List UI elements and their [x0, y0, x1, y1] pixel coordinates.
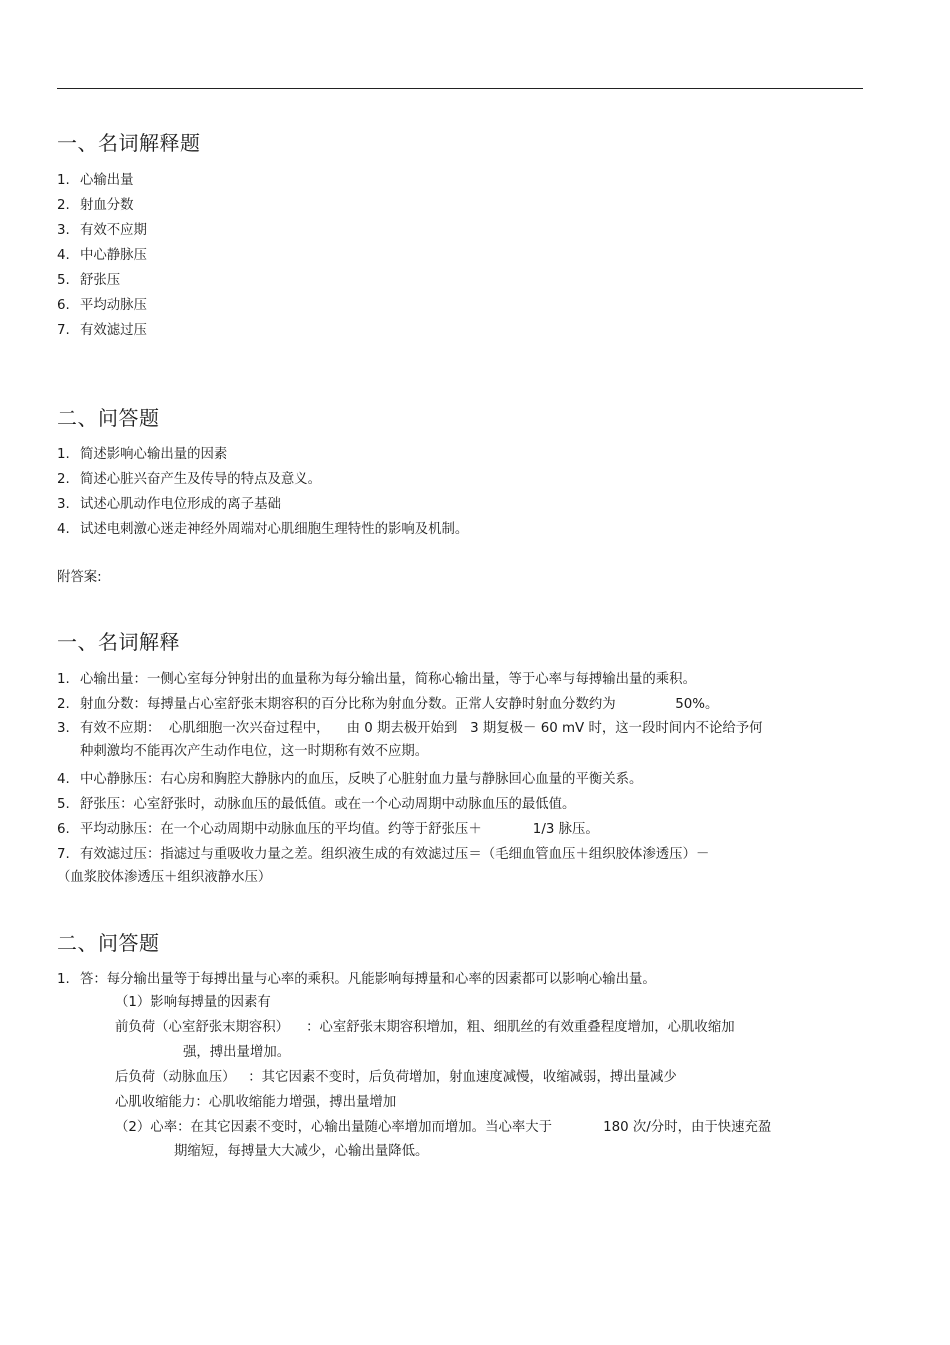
qa1-line-1: 1. 答：每分输出量等于每搏出量与心率的乘积。凡能影响每搏量和心率的因素都可以影响心输出量。: [57, 972, 656, 987]
term-item-7: 7. 有效滤过压: [57, 323, 147, 338]
qa1-heart-rate: （2）心率：在其它因素不变时，心输出量随心率增加而增加。当心率大于 180 次/分时，由于快速充盈: [115, 1120, 772, 1135]
answer-term-7-continuation: （血浆胶体渗透压＋组织液静水压）: [57, 870, 272, 885]
term-item-1: 1. 心输出量: [57, 173, 134, 188]
section1-title: 一、名词解释题: [57, 131, 201, 155]
term-item-4: 4. 中心静脉压: [57, 248, 147, 263]
qa1-preload: 前负荷（心室舒张末期容积） ：心室舒张末期容积增加，粗、细肌丝的有效重叠程度增加，心肌收缩加: [115, 1020, 735, 1035]
section2-title: 二、问答题: [57, 406, 160, 430]
answer-term-7: 7. 有效滤过压：指滤过与重吸收力量之差。组织液生成的有效滤过压＝（毛细血管血压＋组织胶体渗透压）－: [57, 847, 710, 862]
term-item-5: 5. 舒张压: [57, 273, 121, 288]
answer-term-3: 3. 有效不应期： 心肌细胞一次兴奋过程中， 由 0 期去极开始到 3 期复极－ 60 mV 时，这一段时间内不论给予何: [57, 721, 763, 736]
answer-term-5: 5. 舒张压：心室舒张时，动脉血压的最低值。或在一个心动周期中动脉血压的最低值。: [57, 797, 576, 812]
qa1-preload-continuation: 强，搏出量增加。: [183, 1045, 291, 1060]
question-item-4: 4. 试述电刺激心迷走神经外周端对心肌细胞生理特性的影响及机制。: [57, 522, 469, 537]
answer-term-3-continuation: 种刺激均不能再次产生动作电位，这一时期称有效不应期。: [80, 744, 429, 759]
qa1-afterload: 后负荷（动脉血压） ：其它因素不变时，后负荷增加，射血速度减慢，收缩减弱，搏出量减少: [115, 1070, 677, 1085]
qa1-heart-rate-continuation: 期缩短，每搏量大大减少，心输出量降低。: [174, 1144, 429, 1159]
answers-section1-title: 一、名词解释: [57, 630, 180, 654]
appendix-label: 附答案:: [57, 570, 102, 585]
header-rule: [57, 88, 863, 89]
answer-term-2: 2. 射血分数：每搏量占心室舒张末期容积的百分比称为射血分数。正常人安静时射血分数约为 50%。: [57, 697, 719, 712]
term-item-6: 6. 平均动脉压: [57, 298, 147, 313]
term-item-3: 3. 有效不应期: [57, 223, 147, 238]
term-item-2: 2. 射血分数: [57, 198, 134, 213]
answer-term-4: 4. 中心静脉压：右心房和胸腔大静脉内的血压，反映了心脏射血力量与静脉回心血量的平衡关系。: [57, 772, 643, 787]
question-item-2: 2. 简述心脏兴奋产生及传导的特点及意义。: [57, 472, 322, 487]
qa1-contractility: 心肌收缩能力：心肌收缩能力增强，搏出量增加: [115, 1095, 397, 1110]
qa1-factor-heading: （1）影响每搏量的因素有: [115, 995, 271, 1010]
answer-term-6: 6. 平均动脉压：在一个心动周期中动脉血压的平均值。约等于舒张压＋ 1/3 脉压。: [57, 822, 599, 837]
question-item-3: 3. 试述心肌动作电位形成的离子基础: [57, 497, 281, 512]
answer-term-1: 1. 心输出量：一侧心室每分钟射出的血量称为每分输出量，简称心输出量，等于心率与每搏输出量的乘积。: [57, 672, 696, 687]
answers-section2-title: 二、问答题: [57, 931, 160, 955]
question-item-1: 1. 简述影响心输出量的因素: [57, 447, 228, 462]
